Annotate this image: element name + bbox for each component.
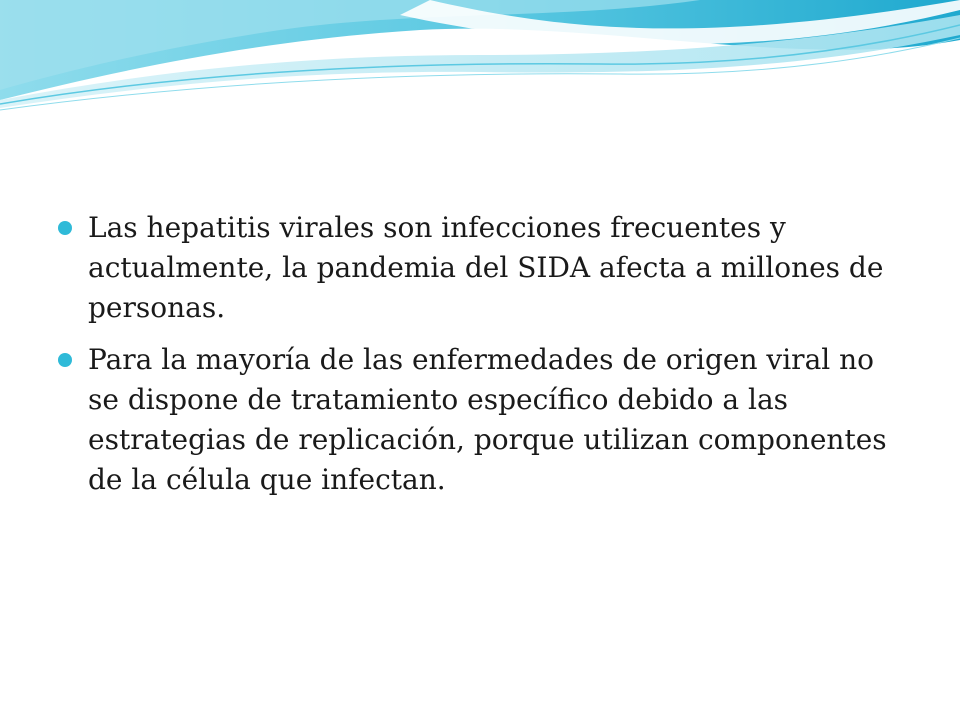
- bullet-text: Para la mayoría de las enfermedades de origen viral no se dispone de tratamiento específico debido a las estrategias de replicación, porque utilizan componentes de la célula que infectan.: [88, 343, 887, 496]
- bullet-dot-icon: [58, 353, 72, 367]
- bullet-item: [56, 208, 906, 328]
- bullet-item: [56, 340, 906, 500]
- bullet-text: Las hepatitis virales son infecciones frecuentes y actualmente, la pandemia del SIDA afecta a millones de personas.: [88, 211, 884, 324]
- header-wave-decoration: [0, 0, 960, 130]
- slide-content: [56, 208, 906, 512]
- bullet-list: [56, 208, 906, 500]
- bullet-dot-icon: [58, 221, 72, 235]
